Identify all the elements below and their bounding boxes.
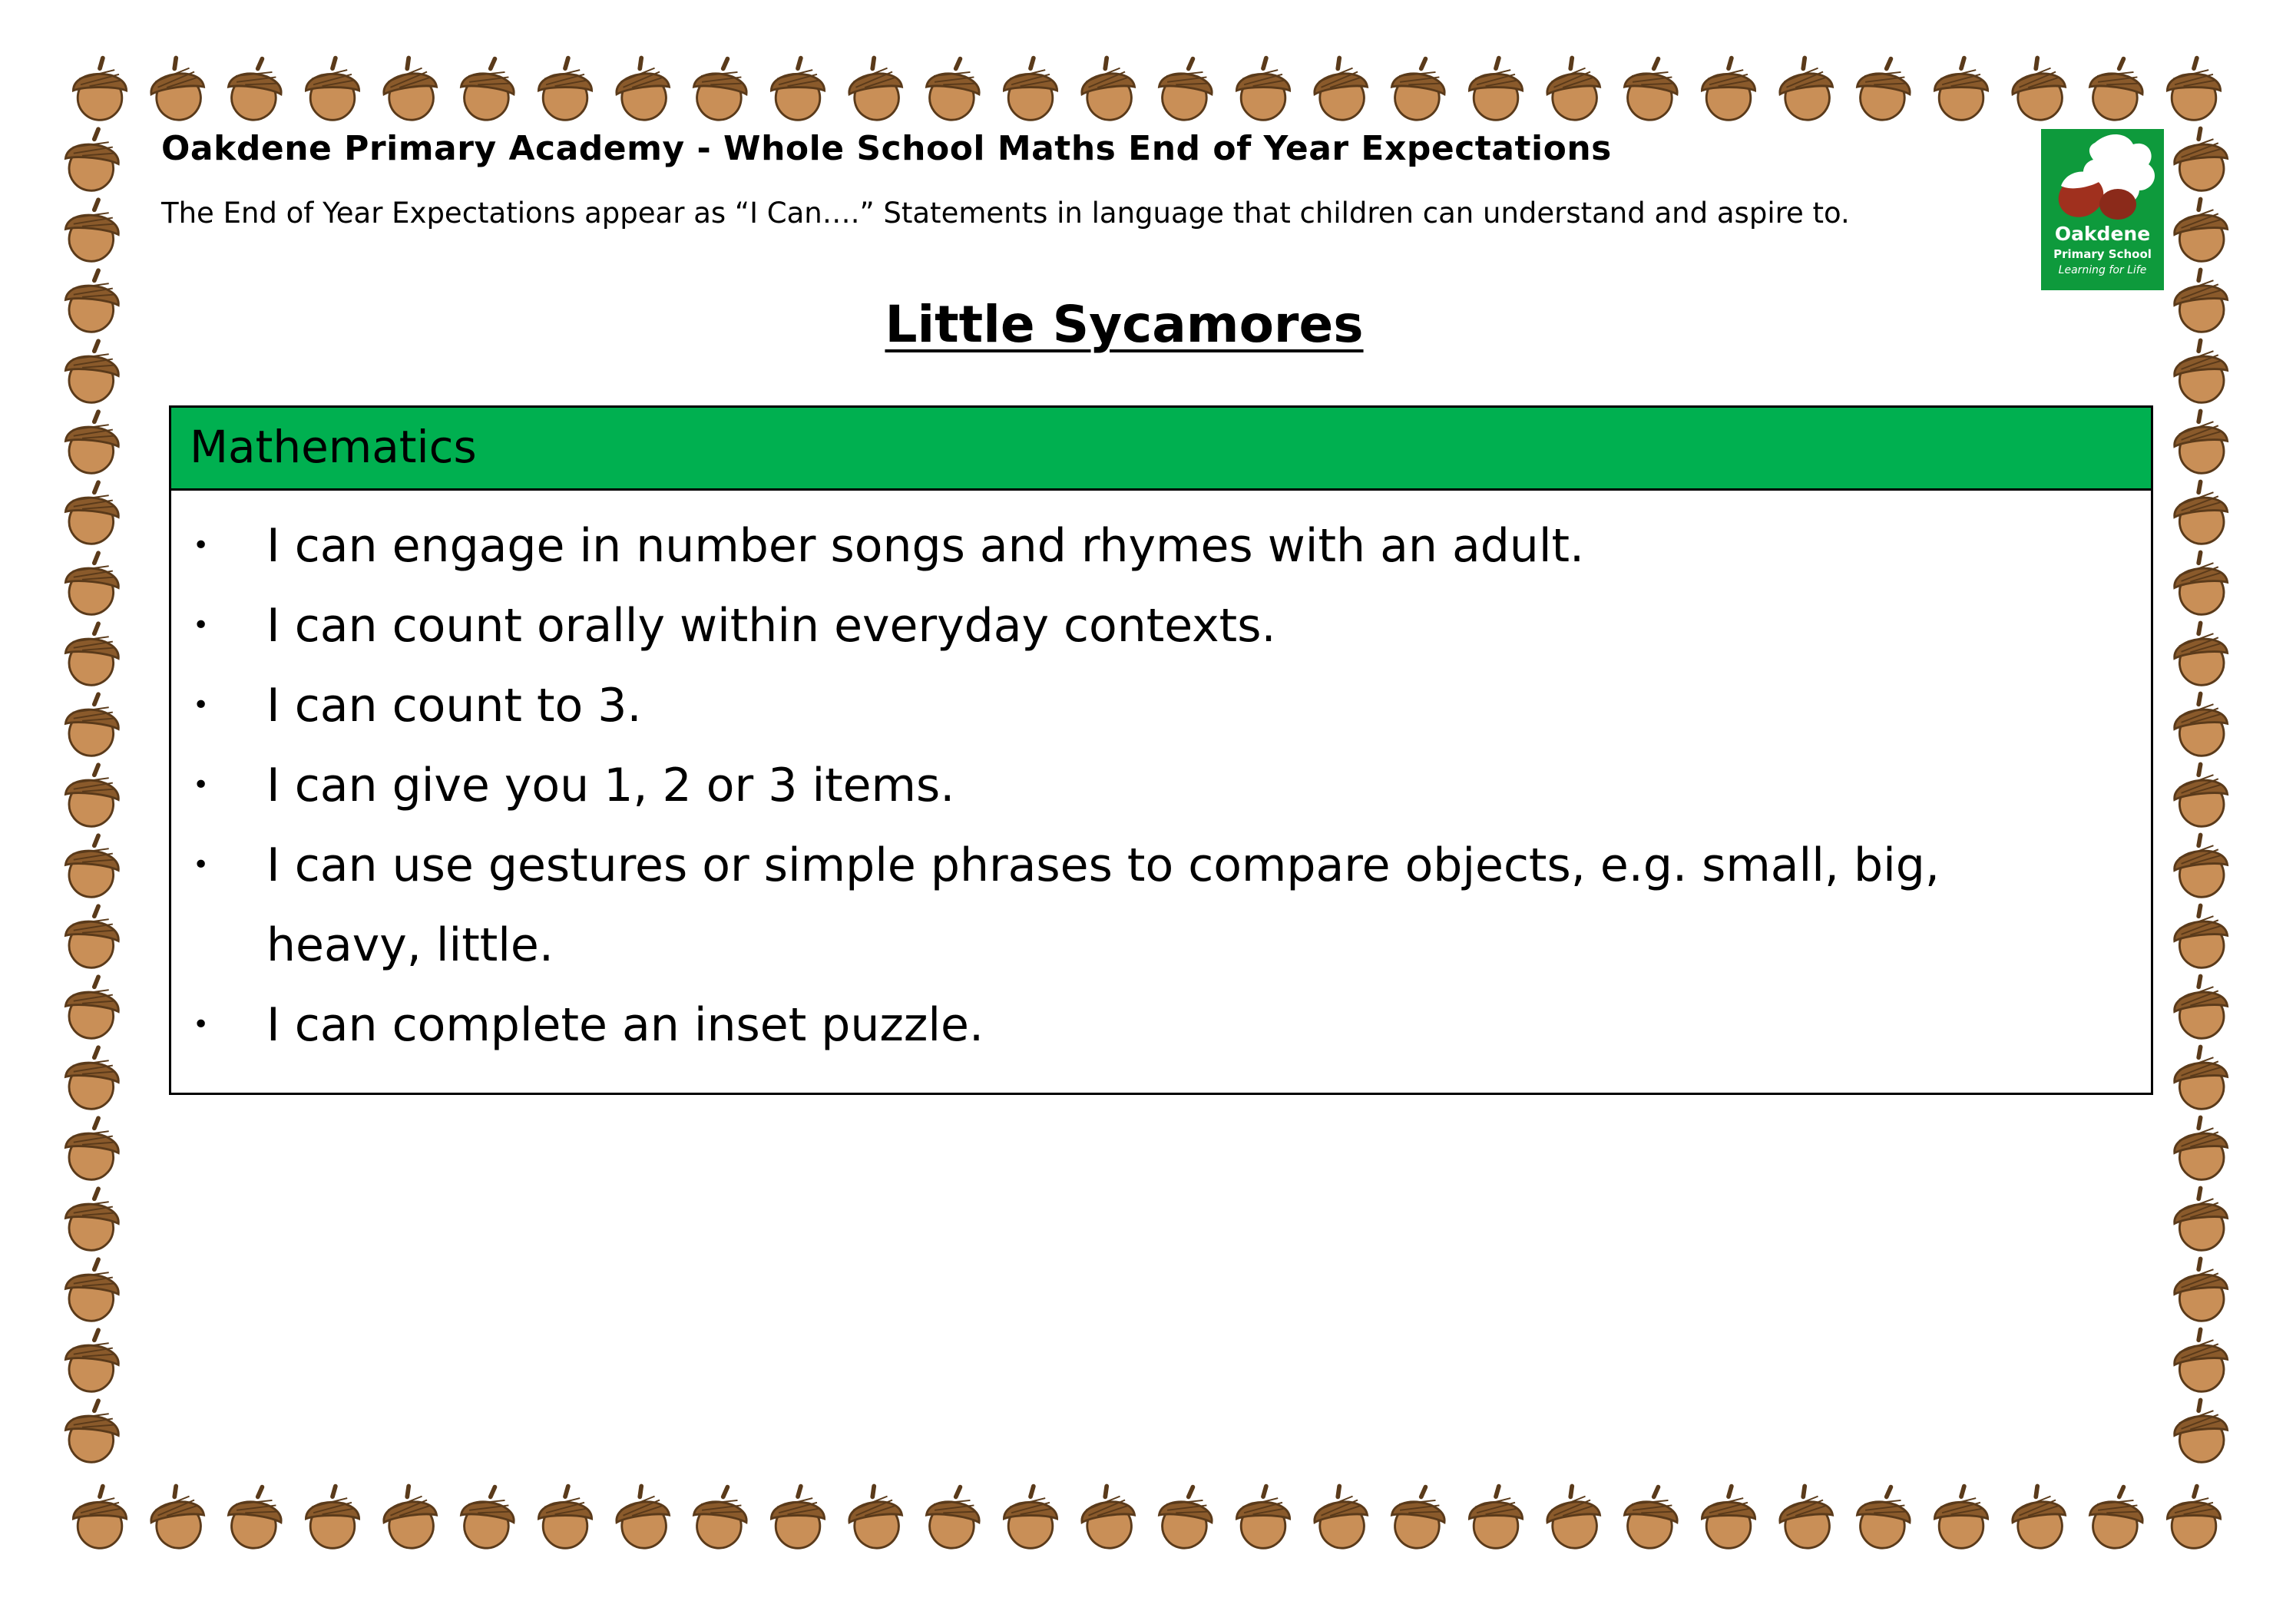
acorn-icon — [683, 52, 757, 126]
acorn-icon — [2157, 1480, 2231, 1554]
acorn-icon — [55, 1112, 129, 1186]
acorn-icon — [55, 123, 129, 197]
acorn-icon — [2164, 1182, 2238, 1256]
statement-item — [171, 506, 2151, 586]
acorn-icon — [55, 1253, 129, 1327]
panel-body — [171, 491, 2151, 1065]
bullet-icon: • — [193, 690, 210, 721]
statement-text: I can use gestures or simple phrases to compare objects, e.g. small, big, heavy, little. — [266, 838, 1940, 972]
acorn-icon — [296, 52, 369, 126]
statement-item — [171, 746, 2151, 825]
statement-text: I can count to 3. — [266, 679, 642, 733]
logo-name: Oakdene — [2054, 223, 2151, 245]
acorn-icon — [1537, 52, 1610, 126]
statement-text: I can give you 1, 2 or 3 items. — [266, 759, 955, 812]
acorn-icon — [55, 1394, 129, 1468]
acorn-icon — [1459, 1480, 1533, 1554]
acorn-icon — [2164, 1324, 2238, 1397]
acorn-icon — [916, 52, 990, 126]
acorn-icon — [218, 1480, 292, 1554]
expectations-panel — [169, 405, 2153, 1095]
acorn-icon — [606, 52, 680, 126]
acorn-icon — [218, 52, 292, 126]
acorn-icon — [1537, 1480, 1610, 1554]
acorn-icon — [2164, 476, 2238, 550]
bullet-icon: • — [193, 769, 210, 801]
acorn-icon — [2164, 123, 2238, 197]
bullet-icon: • — [193, 1009, 210, 1040]
acorn-icon — [55, 759, 129, 832]
acorn-icon — [55, 829, 129, 903]
acorn-icon — [528, 52, 602, 126]
acorn-icon — [2164, 829, 2238, 903]
acorn-icon — [839, 1480, 912, 1554]
acorn-icon — [994, 52, 1067, 126]
acorn-icon — [1847, 52, 1921, 126]
acorn-icon — [1924, 1480, 1998, 1554]
school-logo — [2041, 129, 2164, 290]
acorn-icon — [1226, 52, 1300, 126]
acorn-icon — [2164, 1253, 2238, 1327]
acorn-icon — [55, 971, 129, 1044]
statement-item — [171, 825, 2151, 985]
acorn-icon — [528, 1480, 602, 1554]
acorn-icon — [2164, 405, 2238, 479]
acorn-icon — [1692, 52, 1765, 126]
statement-text: I can count orally within everyday contexts. — [266, 599, 1276, 653]
acorn-icon — [2079, 1480, 2153, 1554]
statement-text: I can engage in number songs and rhymes with an adult. — [266, 519, 1585, 573]
school-title: Oakdene Primary Academy - Whole School Maths End of Year Expectations — [161, 129, 1612, 168]
acorn-icon — [55, 1324, 129, 1397]
acorn-icon — [1304, 1480, 1378, 1554]
acorn-icon — [1381, 1480, 1455, 1554]
acorn-icon — [55, 193, 129, 267]
acorn-icon — [1149, 52, 1222, 126]
bullet-icon: • — [193, 610, 210, 641]
acorn-icon — [1847, 1480, 1921, 1554]
acorn-icon — [55, 547, 129, 620]
acorn-icon — [2164, 617, 2238, 691]
acorn-icon — [1149, 1480, 1222, 1554]
acorn-icon — [1071, 1480, 1145, 1554]
acorn-icon — [55, 617, 129, 691]
acorn-icon — [2157, 52, 2231, 126]
acorn-icon — [839, 52, 912, 126]
acorn-icon — [55, 1041, 129, 1115]
acorn-icon — [916, 1480, 990, 1554]
statement-item — [171, 985, 2151, 1065]
acorn-icon — [2164, 900, 2238, 974]
bullet-icon: • — [193, 849, 210, 881]
acorn-icon — [2164, 971, 2238, 1044]
acorn-icon — [1459, 52, 1533, 126]
acorn-icon — [761, 52, 835, 126]
acorn-icon — [55, 405, 129, 479]
acorn-icon — [1071, 52, 1145, 126]
acorn-icon — [2079, 52, 2153, 126]
acorn-icon — [683, 1480, 757, 1554]
page-title: Little Sycamores — [885, 295, 1364, 354]
acorn-icon — [451, 1480, 524, 1554]
statement-list — [171, 506, 2151, 1065]
acorn-icon — [1304, 52, 1378, 126]
oak-leaf-acorn-icon — [2041, 129, 2164, 229]
acorn-icon — [994, 1480, 1067, 1554]
statement-item — [171, 666, 2151, 746]
acorn-icon — [63, 52, 137, 126]
acorn-icon — [141, 1480, 214, 1554]
acorn-icon — [141, 52, 214, 126]
statement-text: I can complete an inset puzzle. — [266, 998, 984, 1052]
acorn-icon — [55, 1182, 129, 1256]
intro-text: The End of Year Expectations appear as “I Can….” Statements in language that children can understand and aspire to. — [161, 197, 1850, 230]
acorn-icon — [2164, 688, 2238, 762]
acorn-icon — [761, 1480, 835, 1554]
logo-subtitle: Primary School — [2053, 247, 2152, 261]
acorn-icon — [451, 52, 524, 126]
acorn-icon — [1692, 1480, 1765, 1554]
acorn-icon — [55, 688, 129, 762]
acorn-icon — [2002, 52, 2076, 126]
acorn-icon — [2164, 547, 2238, 620]
acorn-icon — [2164, 759, 2238, 832]
logo-motto: Learning for Life — [2058, 264, 2147, 276]
acorn-icon — [373, 52, 447, 126]
statement-item — [171, 586, 2151, 666]
acorn-icon — [606, 1480, 680, 1554]
acorn-icon — [2002, 1480, 2076, 1554]
acorn-icon — [1226, 1480, 1300, 1554]
acorn-icon — [2164, 1112, 2238, 1186]
acorn-icon — [1614, 1480, 1688, 1554]
bullet-icon: • — [193, 530, 210, 561]
acorn-icon — [2164, 1041, 2238, 1115]
acorn-icon — [1769, 52, 1843, 126]
acorn-icon — [1381, 52, 1455, 126]
acorn-icon — [1924, 52, 1998, 126]
acorn-icon — [55, 476, 129, 550]
acorn-icon — [2164, 193, 2238, 267]
acorn-icon — [63, 1480, 137, 1554]
acorn-icon — [1614, 52, 1688, 126]
acorn-icon — [1769, 1480, 1843, 1554]
acorn-icon — [55, 900, 129, 974]
acorn-icon — [373, 1480, 447, 1554]
acorn-icon — [296, 1480, 369, 1554]
section-heading: Mathematics — [171, 408, 2151, 491]
acorn-icon — [2164, 1394, 2238, 1468]
